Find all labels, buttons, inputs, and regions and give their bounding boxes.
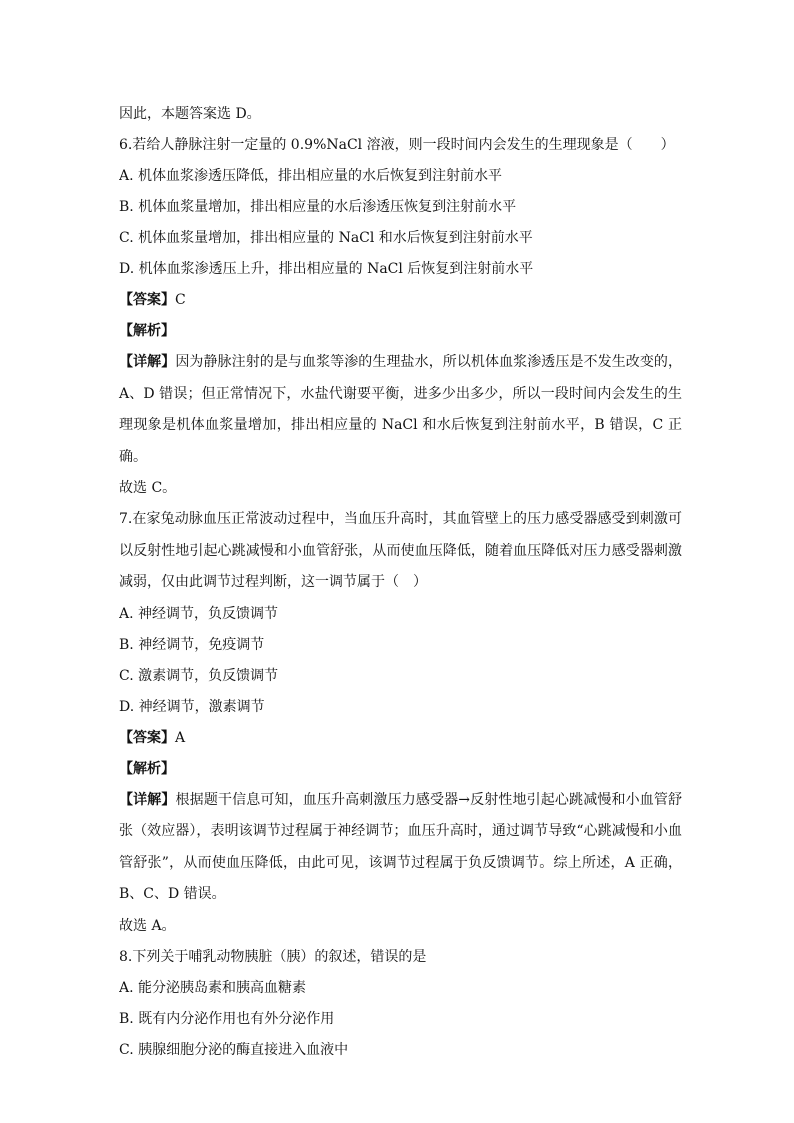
q6-detail-text: 因为静脉注射的是与血浆等渗的生理盐水，所以机体血浆渗透压是不发生改变的，A、D 错误；但正常情况下，水盐代谢要平衡，进多少出多少，所以一段时间内会发生的生理现象是机体血浆量增加，排出相应量的 NaCl 和水后恢复到注射前水平，B 错误，C 正确。 bbox=[119, 354, 683, 465]
q6-option-a: A. 机体血浆渗透压降低，排出相应量的水后恢复到注射前水平 bbox=[119, 168, 503, 184]
q6-detail-tag: 【详解】 bbox=[119, 354, 176, 370]
q7-stem: 7.在家兔动脉血压正常波动过程中，当血压升高时，其血管壁上的压力感受器感受到刺激可以反射性地引起心跳减慢和小血管舒张，从而使血压降低，随着血压降低对压力感受器刺激减弱，仅由此调节过程判断，这一调节属于（ ） bbox=[119, 511, 682, 590]
q7-option-c: C. 激素调节，负反馈调节 bbox=[119, 667, 279, 684]
q6-answer-tag: 【答案】 bbox=[119, 292, 175, 308]
q6-analysis-tag: 【解析】 bbox=[119, 323, 175, 339]
q6-answer-value: C bbox=[175, 292, 186, 308]
q7-option-d: D. 神经调节，激素调节 bbox=[119, 698, 265, 715]
q8-option-a: A. 能分泌胰岛素和胰高血糖素 bbox=[119, 979, 307, 996]
q6-conclusion: 故选 C。 bbox=[119, 480, 177, 496]
q7-option-a: A. 神经调节，负反馈调节 bbox=[119, 605, 279, 622]
q6-option-b: B. 机体血浆量增加，排出相应量的水后渗透压恢复到注射前水平 bbox=[119, 199, 517, 215]
q6-option-d: D. 机体血浆渗透压上升，排出相应量的 NaCl 后恢复到注射前水平 bbox=[119, 261, 534, 277]
q6-detail bbox=[119, 347, 682, 473]
q7-detail-text: 根据题干信息可知，血压升高刺激压力感受器→反射性地引起心跳减慢和小血管舒张（效应器），表明该调节过程属于神经调节；血压升高时，通过调节导致“心跳减慢和小血管舒张”，从而使血压降低，由此可见，该调节过程属于负反馈调节。综上所述，A 正确，B、C、D 错误。 bbox=[119, 791, 683, 902]
q6-stem: 6.若给人静脉注射一定量的 0.9%NaCl 溶液，则一段时间内会发生的生理现象是（ ） bbox=[119, 137, 675, 153]
previous-conclusion: 因此，本题答案选 D。 bbox=[119, 106, 261, 122]
q7-detail-tag: 【详解】 bbox=[119, 791, 176, 808]
q8-option-b: B. 既有内分泌作用也有外分泌作用 bbox=[119, 1010, 335, 1027]
q7-answer-value: A bbox=[175, 729, 186, 746]
q7-answer bbox=[119, 723, 682, 754]
q7-conclusion: 故选 A。 bbox=[119, 917, 176, 934]
q8-option-c: C. 胰腺细胞分泌的酶直接进入血液中 bbox=[119, 1041, 349, 1058]
q6-option-c: C. 机体血浆量增加，排出相应量的 NaCl 和水后恢复到注射前水平 bbox=[119, 230, 533, 246]
q6-answer bbox=[119, 285, 682, 316]
q8-stem: 8.下列关于哺乳动物胰脏（胰）的叙述，错误的是 bbox=[119, 948, 427, 965]
q7-analysis-tag: 【解析】 bbox=[119, 760, 175, 777]
q7-option-b: B. 神经调节，免疫调节 bbox=[119, 636, 265, 653]
q7-answer-tag: 【答案】 bbox=[119, 729, 175, 746]
q7-detail bbox=[119, 785, 682, 911]
